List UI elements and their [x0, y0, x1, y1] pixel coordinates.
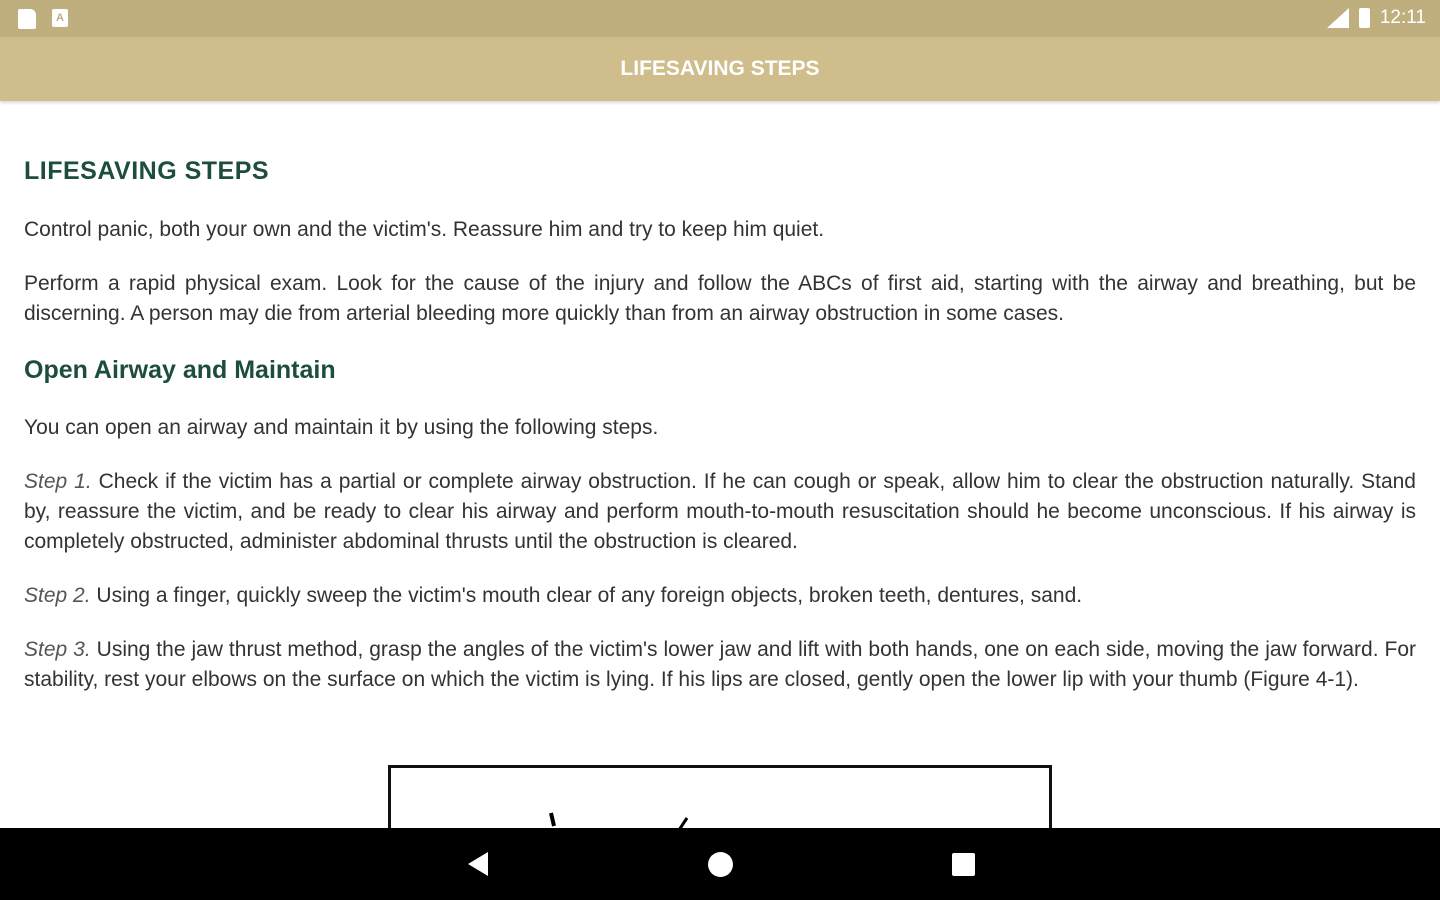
- home-icon[interactable]: [708, 852, 733, 877]
- step-label: Step 2.: [24, 584, 91, 607]
- step-2: [24, 581, 1416, 611]
- step-text: Check if the victim has a partial or complete airway obstruction. If he can cough or speak, allow him to clear the obstruction naturally. Stand by, reassure the victim, and be ready to clear his airway and perform mouth-to-mouth resuscitation should he become unconscious. If his airway is completely obstructed, administer abdominal thrusts until the obstruction is cleared.: [24, 470, 1416, 553]
- step-label: Step 3.: [24, 638, 91, 661]
- signal-icon: [1327, 8, 1349, 28]
- paragraph: You can open an airway and maintain it by using the following steps.: [24, 416, 659, 439]
- paragraph: Control panic, both your own and the victim's. Reassure him and try to keep him quiet.: [24, 218, 825, 241]
- step-1: [24, 467, 1416, 557]
- recents-icon[interactable]: [952, 853, 975, 876]
- notification-a-icon: A: [52, 9, 68, 27]
- article: [24, 101, 1416, 719]
- sd-card-icon: [18, 9, 36, 29]
- step-text: Using a finger, quickly sweep the victim's mouth clear of any foreign objects, broken teeth, dentures, sand.: [90, 584, 1083, 607]
- step-text: Using the jaw thrust method, grasp the angles of the victim's lower jaw and lift with both hands, one on each side, moving the jaw forward. For stability, rest your elbows on the surface on which the victim is lying. If his lips are closed, gently open the lower lip with your thumb (Figure 4-1).: [24, 638, 1416, 691]
- subheading: Open Airway and Maintain: [24, 356, 336, 384]
- step-3: [24, 635, 1416, 695]
- figure-drawing: [391, 768, 1049, 828]
- battery-icon: [1359, 8, 1370, 28]
- section-heading: LIFESAVING STEPS: [24, 157, 270, 185]
- app-bar-title: LIFESAVING STEPS: [0, 37, 1440, 101]
- step-label: Step 1.: [24, 470, 92, 493]
- paragraph: Perform a rapid physical exam. Look for the cause of the injury and follow the ABCs of first aid, starting with the airway and breathing, but be discerning. A person may die from arterial bleeding more quickly than from an airway obstruction in some cases.: [24, 272, 1416, 325]
- back-icon[interactable]: [468, 852, 488, 876]
- status-bar: [0, 0, 1440, 37]
- navigation-bar: [0, 828, 1440, 900]
- clock: 12:11: [1379, 7, 1426, 28]
